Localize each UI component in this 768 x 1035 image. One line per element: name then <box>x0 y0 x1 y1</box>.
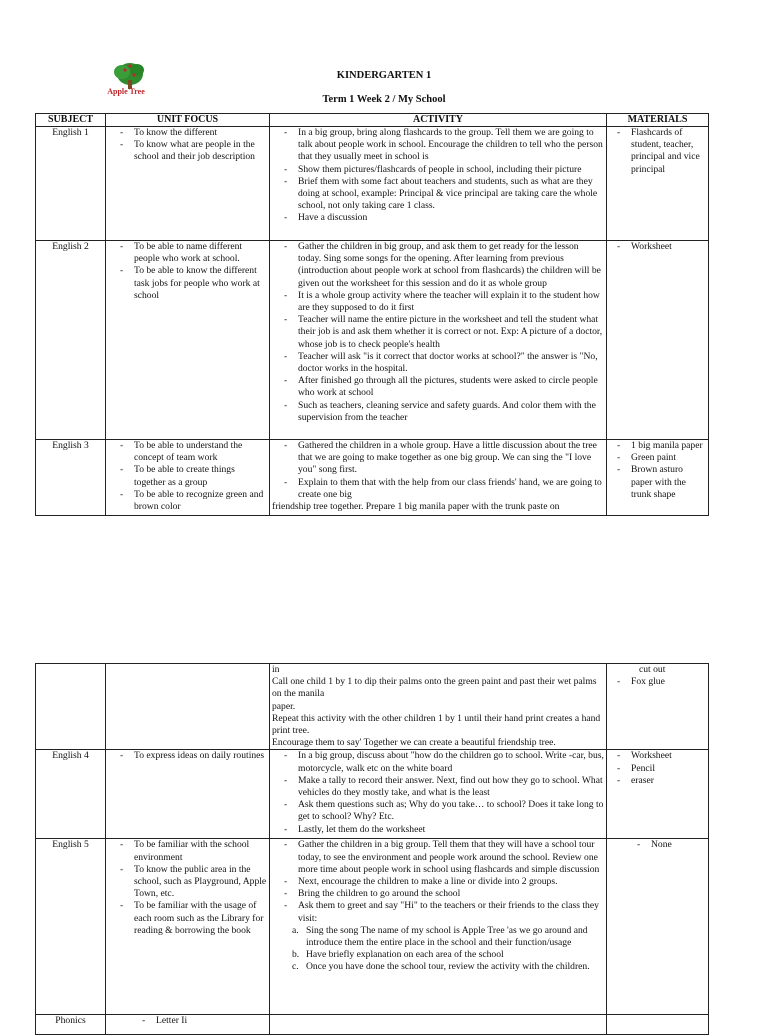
focus-cell <box>106 839 270 1015</box>
list-item: - Flashcards of student, teacher, principal and vice principal <box>631 127 706 176</box>
activity-cell <box>270 750 607 839</box>
lesson-plan-table-continued <box>35 663 709 1035</box>
step-text: Sing the song The name of my school is Apple Tree 'as we go around and introduce them the entire place in the school and their function/usage <box>306 924 588 949</box>
list-item: - Such as teachers, cleaning service and safety guards. And color them with the supervision from the teacher <box>298 400 604 424</box>
materials-cell <box>607 440 709 516</box>
focus-cell <box>106 440 270 516</box>
subject-cell: Phonics <box>36 1015 106 1035</box>
col-header: SUBJECT <box>36 114 106 127</box>
table-row <box>36 839 709 1015</box>
table-row <box>36 1015 709 1035</box>
focus-cell <box>106 127 270 241</box>
activity-text: Encourage them to say' Together we can create a beautiful friendship tree. <box>272 737 556 749</box>
sub-step <box>292 961 604 973</box>
list-item: - To be able to recognize green and brown color <box>134 489 267 513</box>
lesson-plan-table <box>35 113 709 516</box>
activity-text: friendship tree together. Prepare 1 big manila paper with the trunk paste on <box>272 501 560 513</box>
list-item: - To know the public area in the school, such as Playground, Apple Town, etc. <box>134 864 267 901</box>
list-item: - Bring the children to go around the school <box>298 888 604 900</box>
list-item: - To be able to name different people who work at school. <box>134 241 267 265</box>
list-item: - Brief them with some fact about teachers and students, such as what are they doing at school, example: Principal & vice principal are taking care the whole school, not only taking care 1 class. <box>298 176 604 213</box>
subject-cell: English 2 <box>36 241 106 440</box>
col-header: ACTIVITY <box>270 114 607 127</box>
step-marker: a. <box>292 924 299 936</box>
list-item: - To be able to understand the concept of team work <box>134 440 267 464</box>
focus-cell <box>106 1015 270 1035</box>
subject-cell <box>36 664 106 750</box>
list-item: - Teacher will name the entire picture in the worksheet and tell the student what their job is and ask them whether it is correct or not. Exp: A picture of a doctor, whose job is to check people's health <box>298 314 604 351</box>
activity-cell <box>270 241 607 440</box>
list-item: - Gather the children in big group, and ask them to get ready for the lesson today. Sing some songs for the opening. After learning from previous (introduction about people work at school from flashcards) the children will be given out the worksheet for this session and do it as whole group <box>298 241 604 290</box>
subject-cell: English 3 <box>36 440 106 516</box>
list-item: - In a big group, discuss about "how do the children go to school. Write -car, bus, motorcycle, walk etc on the white board <box>298 750 604 774</box>
list-item: - It is a whole group activity where the teacher will explain it to the student how are they supposed to do it first <box>298 290 604 314</box>
list-item: - To know what are people in the school and their job description <box>134 139 267 163</box>
list-item: - To be familiar with the school environment <box>134 839 267 863</box>
step-marker: c. <box>292 961 299 973</box>
activity-cell <box>270 1015 607 1035</box>
activity-cell <box>270 839 607 1015</box>
list-item: - Pencil <box>631 763 706 775</box>
subject-cell: English 1 <box>36 127 106 241</box>
list-item: - In a big group, bring along flashcards to the group. Tell them we are going to talk about people work in school. Encourage the children to tell who the person that they usually meet in school is <box>298 127 604 164</box>
list-item: - After finished go through all the pictures, students were asked to circle people who work at school <box>298 375 604 399</box>
subject-cell: English 4 <box>36 750 106 839</box>
doc-subtitle: Term 1 Week 2 / My School <box>322 94 446 105</box>
list-item: - Brown asturo paper with the trunk shape <box>631 464 706 501</box>
activity-text: paper. <box>272 700 296 712</box>
list-item: - Fox glue <box>631 676 706 688</box>
table-row <box>36 241 709 440</box>
list-item: - eraser <box>631 775 706 787</box>
list-item: - Gathered the children in a whole group. Have a little discussion about the tree that we are going to make together as one big group. We can sing the "I love you" song first. <box>298 440 604 477</box>
col-header: UNIT FOCUS <box>106 114 270 127</box>
materials-text: cut out <box>639 664 666 675</box>
activity-text: in <box>272 664 280 675</box>
list-item: - To be able to create things together as a group <box>134 464 267 488</box>
table-header-row <box>36 114 709 127</box>
activity-text: Call one child 1 by 1 to dip their palms onto the green paint and past their wet palms on the manila <box>272 676 597 700</box>
list-item: - Teacher will ask "is it correct that doctor works at school?" the answer is "No, doctor works in the hospital. <box>298 351 604 375</box>
materials-cell <box>607 127 709 241</box>
activity-cell <box>270 664 607 750</box>
list-item: - To be able to know the different task jobs for people who work at school <box>134 265 267 302</box>
subject-cell: English 5 <box>36 839 106 1015</box>
focus-cell <box>106 750 270 839</box>
list-item: - Letter Ii <box>156 1015 267 1027</box>
materials-cell <box>607 664 709 750</box>
table-row <box>36 127 709 241</box>
table-row <box>36 750 709 839</box>
doc-title: KINDERGARTEN 1 <box>336 70 432 81</box>
col-header: MATERIALS <box>607 114 709 127</box>
list-item: - Gather the children in a big group. Tell them that they will have a school tour today, to see the environment and people work around the school. Review one more time about people work in school using flashcards and simple discussion <box>298 839 604 876</box>
step-text: Once you have done the school tour, review the activity with the children. <box>306 961 590 973</box>
step-text: Have briefly explanation on each area of the school <box>306 949 504 961</box>
list-item: - 1 big manila paper <box>631 440 706 452</box>
list-item: - Green paint <box>631 452 706 464</box>
list-item: - Lastly, let them do the worksheet <box>298 824 604 836</box>
materials-cell <box>607 1015 709 1035</box>
materials-cell <box>607 241 709 440</box>
list-item: - Explain to them that with the help from our class friends' hand, we are going to create one big <box>298 477 604 501</box>
focus-cell <box>106 241 270 440</box>
list-item: - Ask them questions such as; Why do you take… to school? Does it take long to get to school? Why? Etc. <box>298 799 604 823</box>
list-item: - Worksheet <box>631 241 706 253</box>
focus-cell <box>106 664 270 750</box>
list-item: - To know the different <box>134 127 267 139</box>
activity-text: Repeat this activity with the other children 1 by 1 until their hand print creates a hand print tree. <box>272 712 601 737</box>
logo-text: Apple Tree <box>107 87 145 96</box>
list-item: - Ask them to greet and say "Hi" to the teachers or their friends to the class they visit: <box>298 900 604 924</box>
list-item: - Worksheet <box>631 750 706 762</box>
list-item: - Show them pictures/flashcards of people in school, including their picture <box>298 164 604 176</box>
table-row <box>36 440 709 516</box>
list-item: - Make a tally to record their answer. Next, find out how they go to school. What vehicles do they mostly take, and what is the least <box>298 775 604 799</box>
list-item: - Next, encourage the children to make a line or divide into 2 groups. <box>298 876 604 888</box>
list-item: - To express ideas on daily routines <box>134 750 267 762</box>
materials-cell <box>607 750 709 839</box>
list-item: - To be familiar with the usage of each room such as the Library for reading & borrowing the book <box>134 900 267 937</box>
activity-cell <box>270 127 607 241</box>
sub-step <box>292 924 604 949</box>
materials-cell <box>607 839 709 1015</box>
list-item: - None <box>651 839 706 851</box>
sub-step <box>292 949 604 961</box>
table-row <box>36 664 709 750</box>
list-item: - Have a discussion <box>298 212 604 224</box>
step-marker: b. <box>292 949 300 961</box>
activity-cell <box>270 440 607 516</box>
